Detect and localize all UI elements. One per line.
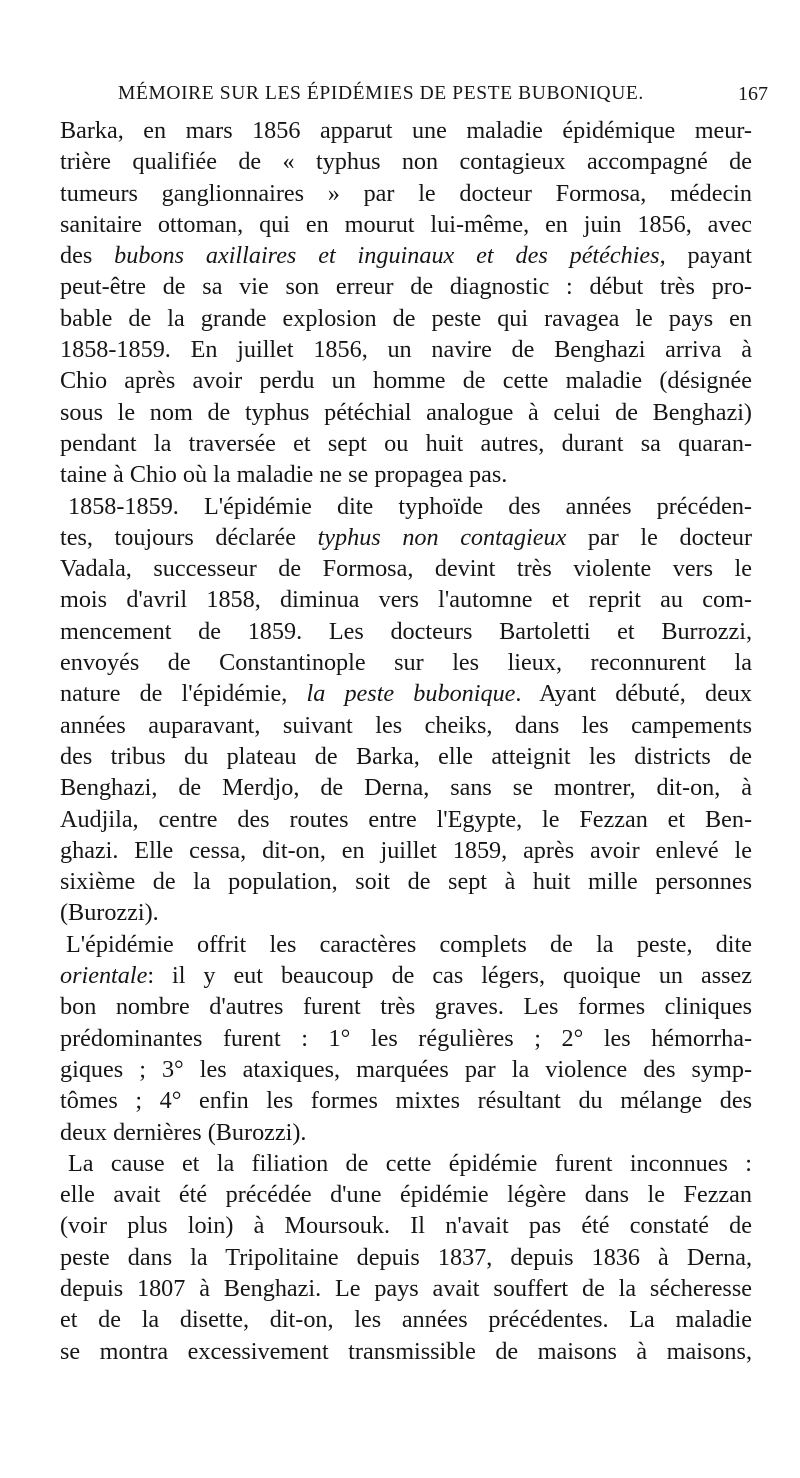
text-segment: tes, toujours déclarée: [60, 523, 318, 551]
text-line: [60, 240, 752, 271]
text-line: L'épidémie offrit les caractères complets de la peste, dite: [66, 930, 752, 958]
text-line: se montra excessivement transmissible de maisons à maisons,: [60, 1337, 752, 1365]
text-line: pendant la traversée et sept ou huit autres, durant sa quaran-: [60, 429, 752, 457]
text-line: tumeurs ganglionnaires » par le docteur Formosa, médecin: [60, 179, 752, 207]
text-line: et de la disette, dit-on, les années précédentes. La maladie: [60, 1306, 752, 1334]
italic-text: la peste bubonique: [306, 680, 516, 708]
text-line: taine à Chio où la maladie ne se propagea pas.: [60, 461, 508, 489]
text-line: deux dernières (Burozzi).: [60, 1118, 307, 1146]
text-line: bable de la grande explosion de peste qui ravagea le pays en: [60, 304, 752, 332]
italic-text: typhus non contagieux: [317, 523, 567, 551]
text-line: [60, 522, 752, 553]
text-line: 1858-1859. L'épidémie dite typhoïde des années précéden-: [68, 492, 752, 520]
text-line: depuis 1807 à Benghazi. Le pays avait souffert de la sécheresse: [60, 1274, 752, 1302]
text-line: sanitaire ottoman, qui en mourut lui-même, en juin 1856, avec: [60, 210, 752, 238]
page-number: 167: [738, 83, 768, 105]
text-line: tômes ; 4° enfin les formes mixtes résultant du mélange des: [60, 1087, 752, 1115]
text-line: trière qualifiée de « typhus non contagieux accompagné de: [60, 148, 752, 176]
body-text: [60, 115, 752, 1367]
text-segment: : il y eut beaucoup de cas légers, quoique un assez: [147, 962, 752, 990]
text-line: mencement de 1859. Les docteurs Bartoletti et Burrozzi,: [60, 617, 752, 645]
text-line: (voir plus loin) à Moursouk. Il n'avait pas été constaté de: [60, 1212, 752, 1240]
italic-text: bubons axillaires et inguinaux et des pétéchies: [114, 242, 660, 270]
text-line: [60, 678, 752, 709]
text-line: peste dans la Tripolitaine depuis 1837, depuis 1836 à Derna,: [60, 1243, 752, 1271]
text-line: peut-être de sa vie son erreur de diagnostic : début très pro-: [60, 273, 752, 301]
text-line: Benghazi, de Merdjo, de Derna, sans se montrer, dit-on, à: [60, 774, 752, 802]
text-line: des tribus du plateau de Barka, elle atteignit les districts de: [60, 742, 752, 770]
text-segment: des: [60, 242, 115, 270]
text-segment: . Ayant débuté, deux: [515, 680, 752, 708]
text-line: sous le nom de typhus pétéchial analogue à celui de Benghazi): [60, 398, 752, 426]
text-line: années auparavant, suivant les cheiks, dans les campements: [60, 711, 752, 739]
text-line: elle avait été précédée d'une épidémie légère dans le Fezzan: [60, 1181, 752, 1209]
text-segment: nature de l'épidémie,: [60, 680, 307, 708]
text-line: La cause et la filiation de cette épidémie furent inconnues :: [68, 1149, 752, 1177]
text-line: bon nombre d'autres furent très graves. Les formes cliniques: [60, 993, 752, 1021]
text-line: Audjila, centre des routes entre l'Egypte, le Fezzan et Ben-: [60, 805, 752, 833]
text-line: Barka, en mars 1856 apparut une maladie épidémique meur-: [60, 117, 752, 144]
text-line: ghazi. Elle cessa, dit-on, en juillet 1859, après avoir enlevé le: [60, 836, 752, 864]
text-line: Chio après avoir perdu un homme de cette maladie (désignée: [60, 367, 752, 395]
text-line: [60, 960, 752, 991]
text-segment: , payant: [659, 242, 752, 270]
text-line: envoyés de Constantinople sur les lieux, reconnurent la: [60, 649, 752, 677]
running-head: [118, 83, 768, 113]
text-line: mois d'avril 1858, diminua vers l'automne et reprit au com-: [60, 586, 752, 614]
text-line: giques ; 3° les ataxiques, marquées par la violence des symp-: [60, 1055, 752, 1083]
text-line: prédominantes furent : 1° les régulières ; 2° les hémorrha-: [60, 1024, 752, 1052]
text-line: Vadala, successeur de Formosa, devint très violente vers le: [60, 555, 752, 583]
italic-text: orientale: [60, 962, 148, 990]
running-title: MÉMOIRE SUR LES ÉPIDÉMIES DE PESTE BUBONIQUE.: [118, 83, 644, 104]
text-line: (Burozzi).: [60, 899, 159, 927]
text-line: 1858-1859. En juillet 1856, un navire de Benghazi arriva à: [60, 336, 752, 364]
text-segment: par le docteur: [566, 523, 753, 551]
text-line: sixième de la population, soit de sept à huit mille personnes: [60, 868, 752, 896]
